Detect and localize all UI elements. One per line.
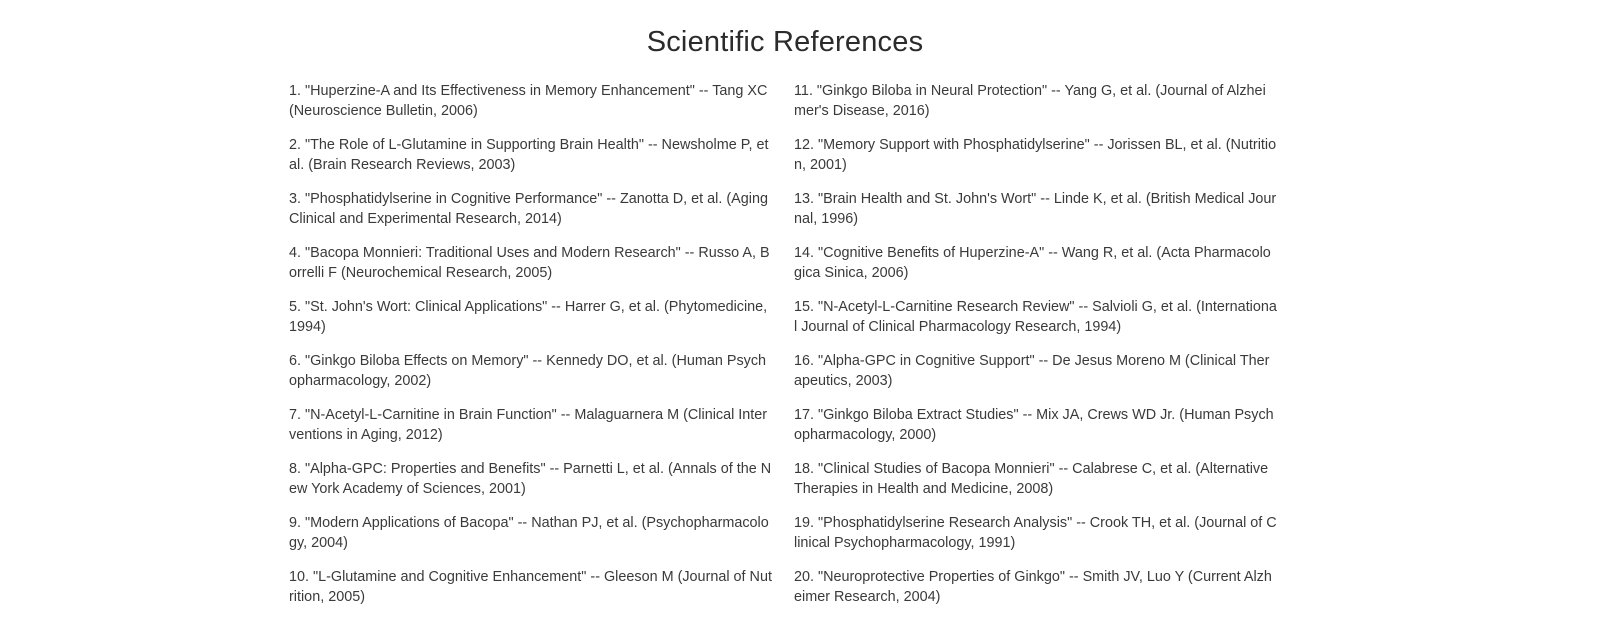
reference-item: 11. "Ginkgo Biloba in Neural Protection" -- Yang G, et al. (Journal of Alzheimer's Disease, 2016): [794, 83, 1266, 119]
reference-item: 14. "Cognitive Benefits of Huperzine-A" -- Wang R, et al. (Acta Pharmacologica Sinica, 2006): [794, 245, 1271, 281]
reference-item: 13. "Brain Health and St. John's Wort" -- Linde K, et al. (British Medical Journal, 1996): [794, 191, 1277, 227]
reference-item: 15. "N-Acetyl-L-Carnitine Research Review" -- Salvioli G, et al. (International Journal of Clinical Pharmacology Research, 1994): [794, 299, 1277, 335]
reference-item: 5. "St. John's Wort: Clinical Applications" -- Harrer G, et al. (Phytomedicine, 1994): [289, 299, 768, 335]
references-list: [289, 81, 1299, 621]
references-column-right: [794, 81, 1277, 621]
references-column-left: [289, 81, 772, 621]
reference-item: 20. "Neuroprotective Properties of Ginkgo" -- Smith JV, Luo Y (Current Alzheimer Research, 2004): [794, 569, 1272, 605]
reference-item: 10. "L-Glutamine and Cognitive Enhancement" -- Gleeson M (Journal of Nutrition, 2005): [289, 569, 772, 605]
reference-item: 7. "N-Acetyl-L-Carnitine in Brain Function" -- Malaguarnera M (Clinical Interventions in Aging, 2012): [289, 407, 768, 443]
reference-item: 4. "Bacopa Monnieri: Traditional Uses and Modern Research" -- Russo A, Borrelli F (Neurochemical Research, 2005): [289, 245, 770, 281]
reference-item: 8. "Alpha-GPC: Properties and Benefits" -- Parnetti L, et al. (Annals of the New York Academy of Sciences, 2001): [289, 461, 772, 497]
reference-item: 16. "Alpha-GPC in Cognitive Support" -- De Jesus Moreno M (Clinical Therapeutics, 2003): [794, 353, 1270, 389]
page-title: Scientific References: [646, 26, 924, 58]
reference-item: 18. "Clinical Studies of Bacopa Monnieri" -- Calabrese C, et al. (Alternative Therapies in Health and Medicine, 2008): [794, 461, 1269, 497]
reference-item: 12. "Memory Support with Phosphatidylserine" -- Jorissen BL, et al. (Nutrition, 2001): [794, 137, 1277, 173]
reference-item: 1. "Huperzine-A and Its Effectiveness in Memory Enhancement" -- Tang XC (Neuroscience Bulletin, 2006): [289, 83, 768, 119]
reference-item: 19. "Phosphatidylserine Research Analysis" -- Crook TH, et al. (Journal of Clinical Psychopharmacology, 1991): [794, 515, 1277, 551]
reference-item: 17. "Ginkgo Biloba Extract Studies" -- Mix JA, Crews WD Jr. (Human Psychopharmacology, 2000): [794, 407, 1274, 443]
reference-item: 9. "Modern Applications of Bacopa" -- Nathan PJ, et al. (Psychopharmacology, 2004): [289, 515, 769, 551]
reference-item: 3. "Phosphatidylserine in Cognitive Performance" -- Zanotta D, et al. (Aging Clinical and Experimental Research, 2014): [289, 191, 768, 227]
reference-item: 2. "The Role of L-Glutamine in Supporting Brain Health" -- Newsholme P, et al. (Brain Research Reviews, 2003): [289, 137, 769, 173]
reference-item: 6. "Ginkgo Biloba Effects on Memory" -- Kennedy DO, et al. (Human Psychopharmacology, 2002): [289, 353, 767, 389]
